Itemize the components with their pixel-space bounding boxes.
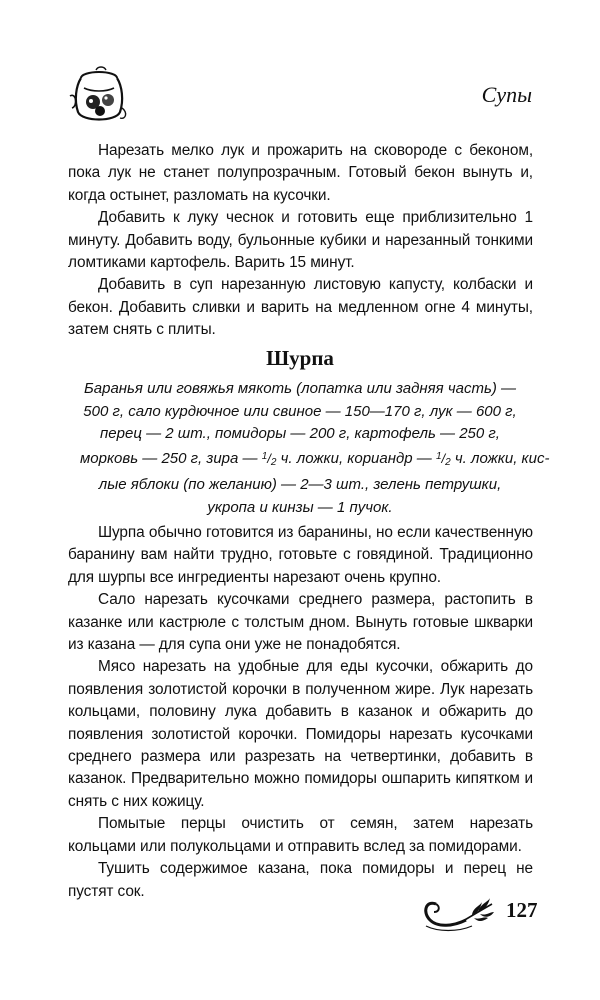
ingredients-line: 500 г, сало курдючное или свиное — 150—170 г, лук — 600 г, [83, 402, 517, 420]
page-number: 127 [506, 898, 538, 922]
recipe-title: Шурпа [266, 346, 334, 370]
floral-ornament-icon [418, 890, 506, 936]
ingredients-line: морковь — 250 г, зира — $^1/_2$ ч. ложки, кориандр — $^1/_2$ ч. ложки, кис- [80, 449, 550, 468]
paragraph: Помытые перцы очистить от семян, затем нарезать кольцами или полукольцами и отправить вслед за помидорами. [68, 815, 533, 855]
paragraph: Добавить к луку чеснок и готовить еще приблизительно 1 минуту. Добавить воду, бульонные кубики и нарезанный тонкими ломтиками картофель. Варить 15 минут. [68, 209, 533, 272]
ingredients-line: укропа и кинзы — 1 пучок. [207, 498, 393, 516]
ingredients-list [80, 378, 550, 520]
paragraph: Нарезать мелко лук и прожарить на сковороде с беконом, пока лук не станет полупрозрачным. Готовый бекон вынуть и, когда остынет, разломать на кусочки. [68, 142, 533, 204]
ingredients-line: Баранья или говяжья мякоть (лопатка или задняя часть) — [84, 380, 516, 397]
paragraph: Сало нарезать кусочками среднего размера, растопить в казанке или кастрюле с толстым дном. Вынуть готовые шкварки из казана — для супа они уже не понадобятся. [68, 591, 533, 654]
ingredients-line: перец — 2 шт., помидоры — 200 г, картофель — 250 г, [100, 425, 500, 443]
paragraph: Шурпа обычно готовится из баранины, но если качественную баранину вам найти трудно, готовьте с говядиной. Традиционно для шурпы все ингредиенты нарезают очень крупно. [68, 524, 533, 586]
method-text [68, 522, 533, 903]
jar-emblem-icon [66, 66, 132, 128]
intro-text [68, 140, 533, 342]
paragraph: Добавить в суп нарезанную листовую капусту, колбаски и бекон. Добавить сливки и варить на медленном огне 4 минуты, затем снять с плиты. [68, 276, 533, 339]
paragraph: Мясо нарезать на удобные для еды кусочки, обжарить до появления золотистой корочки в полученном жире. Лук нарезать кольцами, половину лука добавить в казанок и обжарить до появления золотистой корочки. Помидоры нарезать кусочками среднего размера или разрезать на четвертинки, добавить в казанок. Предварительно можно помидоры ошпарить кипятком и снять с них кожицу. [68, 658, 533, 810]
section-title: Супы [481, 82, 532, 107]
ingredients-line: лые яблоки (по желанию) — 2—3 шт., зелень петрушки, [98, 476, 502, 494]
paragraph: Тушить содержимое казана, пока помидоры и перец не пустят сок. [68, 860, 533, 900]
